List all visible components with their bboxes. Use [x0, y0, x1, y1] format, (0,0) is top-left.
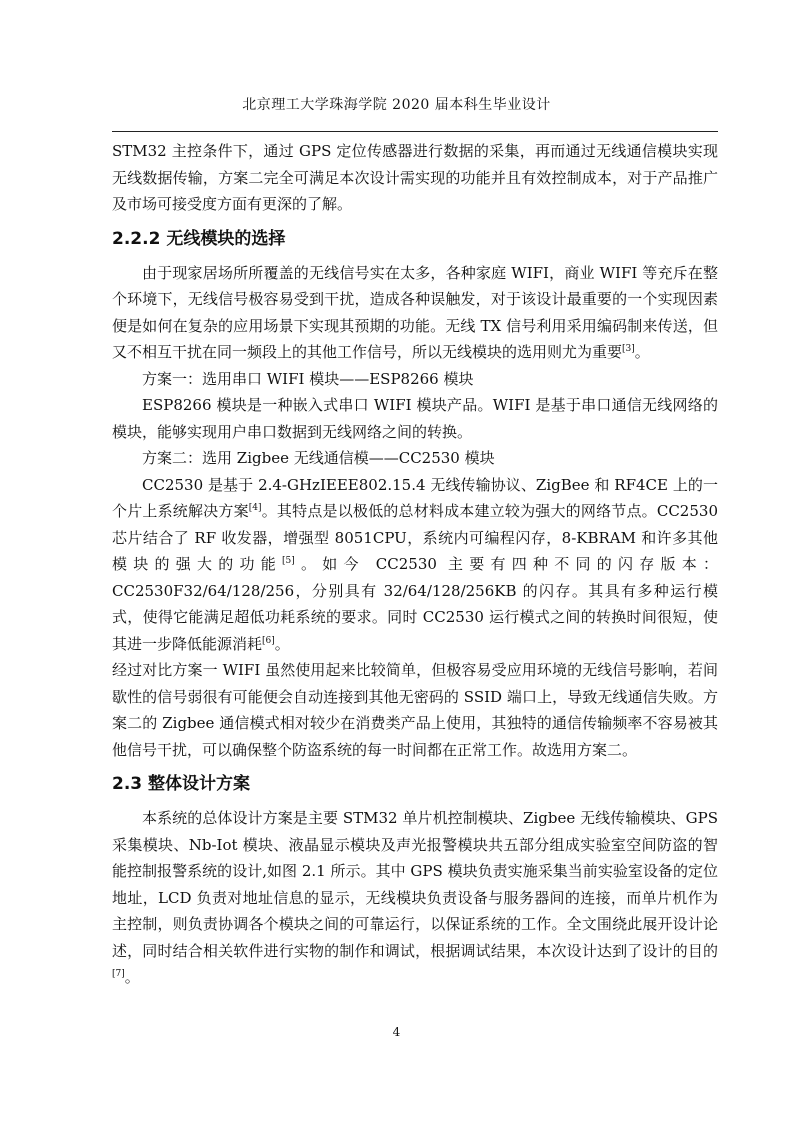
- paragraph-text: 本系统的总体设计方案是主要 STM32 单片机控制模块、Zigbee 无线传输模块、GPS 采集模块、Nb-Iot 模块、液晶显示模块及声光报警模块共五部分组成实验室空间防盗的智能控制报警系统的设计,如图 2.1 所示。其中 GPS 模块负责实施采集当前实验室设备的定位地址，LCD 负责对地址信息的显示，无线模块负责设备与服务器间的连接，而单片机作为主控制，则负责协调各个模块之间的可靠运行，以保证系统的工作。全文围绕此展开设计论述，同时结合相关软件进行实物的制作和调试，根据调试结果，本次设计达到了设计的目的: [112, 809, 718, 960]
- citation-7: [7]: [112, 969, 125, 979]
- paragraph-esp8266: ESP8266 模块是一种嵌入式串口 WIFI 模块产品。WIFI 是基于串口通信无线网络的模块，能够实现用户串口数据到无线网络之间的转换。: [112, 396, 718, 441]
- paragraph-option-two: 方案二：选用 Zigbee 无线通信模——CC2530 模块: [142, 449, 495, 467]
- page-header: 北京理工大学珠海学院 2020 届本科生毕业设计: [242, 97, 551, 113]
- citation-5: [5]: [282, 556, 295, 566]
- citation-3: [3]: [622, 344, 635, 354]
- paragraph-continuation: STM32 主控条件下，通过 GPS 定位传感器进行数据的采集，再而通过无线通信模块实现无线数据传输，方案二完全可满足本次设计需实现的功能并且有效控制成本，对于产品推广及市场可接受度方面有更深的了解。: [112, 142, 718, 213]
- paragraph-option-one: 方案一：选用串口 WIFI 模块——ESP8266 模块: [142, 369, 474, 388]
- paragraph-text: 。如今 CC2530 主要有四种不同的闪存版本：CC2530F32/64/128/256，分别具有 32/64/128/256KB 的闪存。其具有多种运行模式，使得它能满足超低功耗系统的要求。同时 CC2530 运行模式之间的转换时间很短，使其进一步降低能源消耗: [112, 555, 718, 653]
- paragraph-end: 。: [274, 634, 290, 653]
- citation-6: [6]: [262, 635, 275, 646]
- paragraph-text: 。其特点是以极低的总材料成本建立较为强大的网络节点。CC2530 芯片结合了 RF 收发器，增强型 8051CPU，系统内可编程闪存，8-KBRAM 和许多其他模块的强大的功能: [112, 502, 718, 573]
- section-heading-2-3: 2.3 整体设计方案: [112, 774, 251, 794]
- paragraph-overall-design: [112, 805, 718, 991]
- paragraph-text: CC2530 是基于 2.4-GHzIEEE802.15.4 无线传输协议、ZigBee 和 RF4CE 上的一个片上系统解决方案: [112, 475, 718, 520]
- citation-4: [4]: [248, 503, 262, 513]
- paragraph-text: 由于现家居场所所覆盖的无线信号实在太多，各种家庭 WIFI，商业 WIFI 等充斥在整个环境下，无线信号极容易受到干扰，造成各种误触发，对于该设计最重要的一个实现因素便是如何在复杂的应用场景下实现其预期的功能。无线 TX 信号利用采用编码制来传送，但又不相互干扰在同一频段上的其他工作信号，所以无线模块的选用则尤为重要: [112, 263, 718, 361]
- document-body: [112, 138, 718, 991]
- section-heading-2-2-2: 2.2.2 无线模块的选择: [112, 228, 286, 249]
- header-rule: [112, 131, 718, 132]
- page-number: 4: [392, 1025, 401, 1039]
- paragraph-end: 。: [634, 343, 650, 361]
- paragraph-end: 。: [124, 968, 140, 986]
- paragraph-wireless-intro: [112, 260, 718, 366]
- paragraph-cc2530: [112, 472, 718, 658]
- paragraph-comparison: 经过对比方案一 WIFI 虽然使用起来比较简单，但极容易受应用环境的无线信号影响，若间歇性的信号弱很有可能便会自动连接到其他无密码的 SSID 端口上，导致无线通信失败。方案二的 Zigbee 通信模式相对较少在消费类产品上使用，其独特的通信传输频率不容易被其他信号干扰，可以确保整个防盗系统的每一时间都在正常工作。故选用方案二。: [112, 661, 718, 759]
